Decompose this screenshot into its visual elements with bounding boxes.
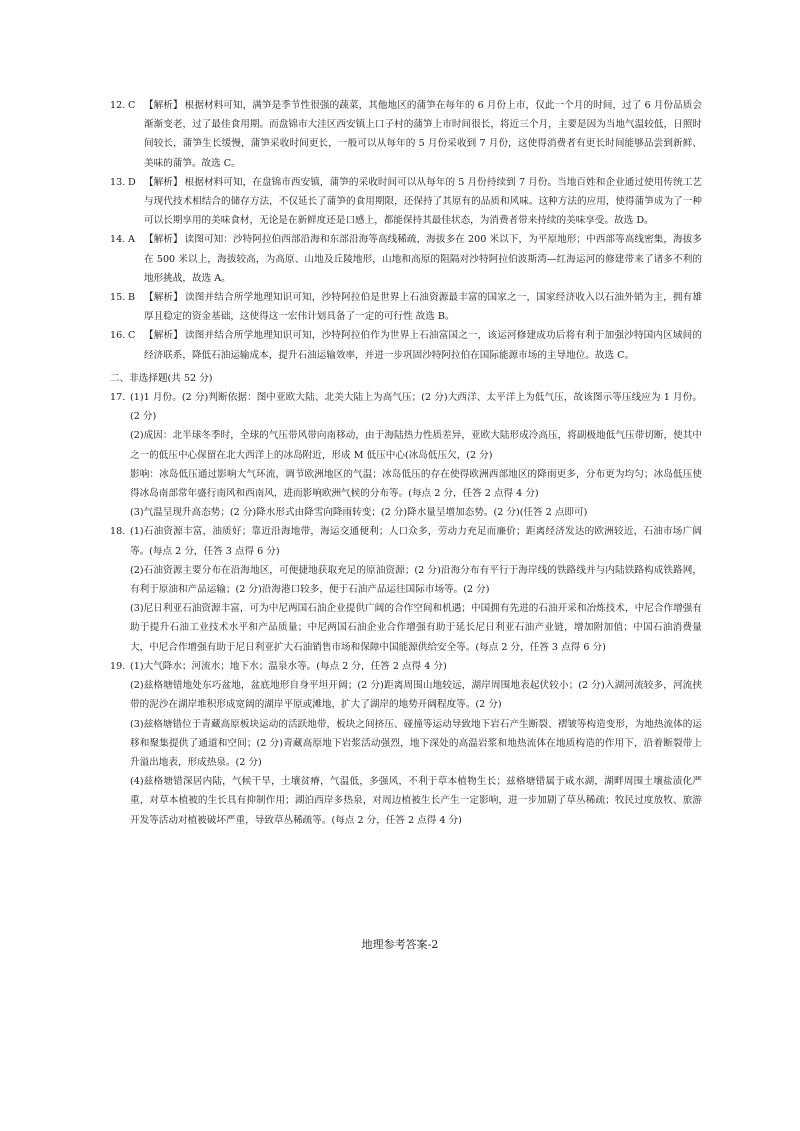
mc-answer-15: [110, 288, 702, 326]
answer-19-part-2: (2)兹格塘错地处东巧盆地，盆底地形自身平坦开阔；(2 分)距离周围山地较远，湖岸周围地表起伏较小；(2 分)入湖河流较多，河流挟带的泥沙在湖岸堆积形成宽阔的湖岸平原或滩地，扩大了湖岸的地势开阔程度等。(2 分): [130, 680, 702, 711]
answer-letter: B: [128, 292, 136, 304]
explanation: [144, 326, 702, 364]
mc-answer-12: [110, 96, 702, 173]
answer-18-part-3: (3)尼日利亚石油资源丰富，可为中尼两国石油企业提供广阔的合作空间和机遇；中国拥有先进的石油开采和冶炼技术，中尼合作增强有助于提升石油工业技术水平和产品质量；中尼两国石油企业合作增强有助于延长尼日利亚石油产业链，增加附加值；中国石油消费量大，中尼合作增强有助于尼日利亚扩大石油销售市场和保障中国能源供给安全等。(每点 2 分，任答 3 点得 6 分): [130, 603, 702, 653]
answer-letter: C: [128, 100, 136, 111]
question-number: 18.: [110, 526, 126, 538]
answer-17-part-2-impact: 影响：冰岛低压通过影响大气环流，调节欧洲地区的气温；冰岛低压的存在使得欧洲西部地区的降雨更多，分布更为均匀；冰岛低压使得冰岛南部常年盛行南风和西南风，进而影响欧洲气候的分布等。(每点 2 分，任答 2 点得 4 分): [130, 468, 702, 500]
answer-17-part-2: (2)成因：北半球冬季时，全球的气压带风带向南移动，由于海陆热力性质差异，亚欧大陆形成冷高压，将副极地低气压带切断，使其中之一的低压中心保留在北大西洋上的冰岛附近，形成 M 低压中心(冰岛低压欠，(2 分): [130, 430, 702, 461]
question-number: 15.: [110, 292, 126, 304]
question-number: 14.: [110, 234, 126, 246]
answer-letter: A: [128, 234, 135, 246]
answer-18-part-2: (2)石油资源主要分布在沿海地区，可便捷地获取充足的原油资源；(2 分)沿海分布有平行于海岸线的铁路线并与内陆铁路构成铁路网，有利于原油和产品运输；(2 分)沿海港口较多，便于石油产品运往国际市场等。(2 分): [130, 564, 702, 596]
answer-18-part-1: (1)石油资源丰富，油质好；靠近沿海地带，海运交通便利；人口众多，劳动力充足而廉价；距离经济发达的欧洲较近，石油市场广阔等。(每点 2 分，任答 3 点得 6 分): [130, 526, 702, 557]
question-number: 13.: [110, 176, 126, 188]
answer-17-part-3: (3)气温呈现升高态势；(2 分)降水形式由降雪向降雨转变；(2 分)降水量呈增加态势。(2 分)(任答 2 点即可): [130, 507, 588, 519]
answer-content: [110, 96, 702, 830]
answer-letter: D: [128, 176, 136, 188]
analysis-tag: 【解析】: [144, 176, 183, 188]
analysis-tag: 【解析】: [144, 292, 184, 304]
explanation-text: 读图可知：沙特阿拉伯西部沿海和东部沿海等高线稀疏，海拔多在 200 米以下，为平原地形；中西部等高线密集，海拔多在 500 米以上，海拔较高，为高原、山地及丘陵地形，山地和高原的阻隔对沙特阿拉伯波斯湾—红海运河的修建带来了诸多不利的地形挑战，故选 A。: [144, 234, 702, 284]
explanation-text: 根据材料可知，满笋是季节性很强的蔬菜，其他地区的蒲笋在每年的 6 月份上市，仅此一个月的时间，过了 6 月份品质会渐渐变老，过了最佳食用期。而盘锦市大洼区西安镇上口子村的蒲笋上市时间很长，将近三个月，主要是因为当地气温较低，日照时间较长，蒲笋生长缓慢，蒲笋采收时间更长，一般可以从每年的 5 月份采收到 7 月份，这使得消费者有更长时间能够品尝到新鲜、美味的蒲笋。故选 C。: [144, 100, 703, 169]
answer-17: [110, 388, 702, 426]
question-number: 17.: [110, 392, 126, 404]
answer-17-part-1: (1)1 月份。(2 分)判断依据：图中亚欧大陆、北美大陆上为高气压；(2 分)大西洋、太平洋上为低气压，故该图示等压线应为 1 月份。(2 分): [130, 392, 702, 423]
question-number: 16.: [110, 330, 126, 342]
answer-19-part-4: (4)兹格塘错深居内陆，气候干旱，土壤贫瘠，气温低，多强风，不利于草本植物生长；兹格塘错属于咸水湖，湖畔周围土壤盐渍化严重，对草本植被的生长具有抑制作用；湖泊西岸多热泉，对周边植被生长产生一定影响，进一步加剧了草丛稀疏；牧民过度放牧、旅游开发等活动对植被破坏严重，导致草丛稀疏等。(每点 2 分，任答 2 点得 4 分): [130, 776, 702, 826]
answer-19-part-1: (1)大气降水；河流水；地下水；温泉水等。(每点 2 分，任答 2 点得 4 分): [130, 660, 447, 672]
question-number: 19.: [110, 660, 126, 672]
answer-letter: C: [128, 330, 136, 342]
analysis-tag: 【解析】: [144, 100, 183, 111]
section-title: 二、非选择题(共 52 分): [110, 372, 213, 384]
explanation: [144, 288, 702, 326]
answer-19-part-3: (3)兹格塘错位于青藏高原板块运动的活跃地带，板块之间挤压、碰撞等运动导致地下岩石产生断裂、褶皱等构造变形，为地热流体的运移和聚集提供了通道和空间；(2 分)青藏高原地下岩浆活动强烈，地下深处的高温岩浆和地热流体在地质构造的作用下，沿着断裂带上升溢出地表，形成热泉。(2 分): [130, 718, 702, 768]
explanation: [144, 173, 702, 231]
explanation-text: 读图并结合所学地理知识可知，沙特阿拉伯作为世界上石油富国之一，该运河修建成功后将有利于加强沙特国内区域间的经济联系，降低石油运输成本，提升石油运输效率，并进一步巩固沙特阿拉伯在国际能源市场的主导地位。故选 C。: [144, 330, 703, 361]
explanation: [144, 96, 702, 173]
answer-19: [110, 657, 702, 676]
mc-answer-14: [110, 230, 702, 288]
answer-18: [110, 522, 702, 560]
analysis-tag: 【解析】: [144, 330, 184, 342]
question-number: 12.: [110, 100, 126, 111]
mc-answer-16: [110, 326, 702, 364]
explanation: [144, 230, 702, 288]
explanation-text: 根据材料可知，在盘锦市西安镇，蒲笋的采收时间可以从每年的 5 月份持续到 7 月份。当地百姓和企业通过使用传统工艺与现代技术相结合的储存方法，不仅延长了蒲笋的食用期限，还保持了其原有的品质和风味。这种方法的应用，使得蒲笋成为了一种可以长期享用的美味食材，无论是在新鲜度还是口感上，都能保持其最佳状态，为消费者带来持续的美味享受。故选 D。: [144, 176, 703, 227]
page-footer: 地理参考答案-2: [361, 938, 439, 951]
explanation-text: 读图并结合所学地理知识可知，沙特阿拉伯是世界上石油资源最丰富的国家之一，国家经济收入以石油外销为主，拥有雄厚且稳定的资金基础，这使得这一宏伟计划具备了一定的可行性 故选 B。: [144, 292, 703, 323]
analysis-tag: 【解析】: [144, 234, 183, 246]
mc-answer-13: [110, 173, 702, 231]
